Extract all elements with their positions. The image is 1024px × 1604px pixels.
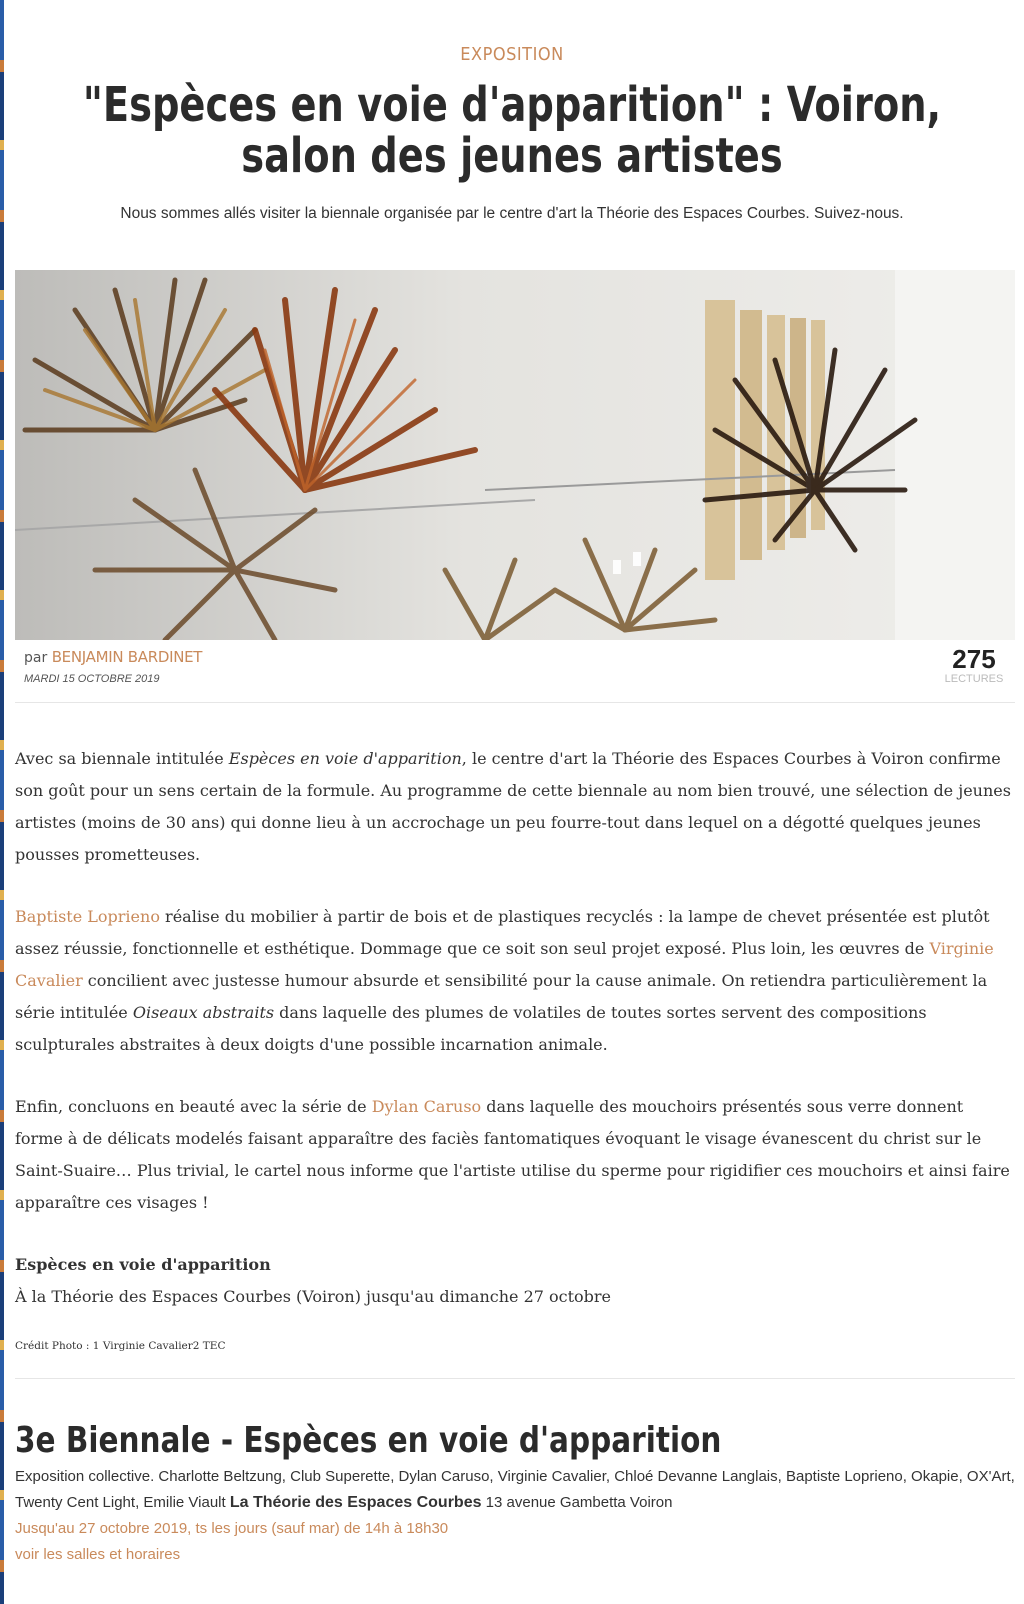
hero-image bbox=[15, 270, 1015, 640]
text-run: , le centre d'art la Théorie des Espaces Courbes à Voiron confirme son goût pour un sens certain de la formule. Au programme de cette biennale au nom bien trouvé, une sélection de jeunes artistes (moins de 30 ans) qui donne lieu à un accrochage un peu fourre-tout dans lequel on a dégotté quelques jeunes pousses prometteuses. bbox=[15, 749, 1011, 864]
text-run: dans laquelle des plumes de volatiles de toutes sortes servent des compositions sculpturales abstraites à deux doigts d'une possible incarnation animale. bbox=[15, 1003, 927, 1054]
photo-credit: Crédit Photo : 1 Virginie Cavalier2 TEC bbox=[15, 1340, 226, 1352]
article-subtitle: Nous sommes allés visiter la biennale organisée par le centre d'art la Théorie des Espaces Courbes. Suivez-nous. bbox=[120, 205, 904, 222]
event-title[interactable]: 3e Biennale - Espèces en voie d'apparition bbox=[15, 1420, 722, 1461]
event-description bbox=[15, 1464, 1015, 1516]
text-run: réalise du mobilier à partir de bois et de plastiques recyclés : la lampe de chevet présentée est plutôt assez réussie, fonctionnelle et esthétique. Dommage que ce soit son seul projet exposé. Plus loin, les œuvres de bbox=[15, 907, 990, 958]
read-counter bbox=[939, 645, 1009, 685]
paragraph bbox=[15, 901, 1015, 1061]
event-address: 13 avenue Gambetta Voiron bbox=[485, 1494, 673, 1511]
category-kicker[interactable]: EXPOSITION bbox=[460, 44, 564, 65]
text-run: dans laquelle des mouchoirs présentés sous verre donnent forme à de délicats modelés faisant apparaître des faciès fantomatiques évoquant le visage évanescent du christ sur le Saint-Suaire… Plus trivial, le cartel nous informe que l'artiste utilise du sperme pour rigidifier ces mouchoirs et ainsi faire apparaître ces visages ! bbox=[15, 1097, 1010, 1212]
info-line: À la Théorie des Espaces Courbes (Voiron) jusqu'au dimanche 27 octobre bbox=[15, 1287, 612, 1306]
divider bbox=[15, 702, 1015, 703]
event-dates: Jusqu'au 27 octobre 2019, ts les jours (sauf mar) de 14h à 18h30 bbox=[15, 1520, 449, 1537]
divider bbox=[15, 1378, 1015, 1379]
text-run: Enfin, concluons en beauté avec la série de bbox=[15, 1097, 372, 1116]
event-hours-link[interactable]: voir les salles et horaires bbox=[15, 1546, 181, 1563]
artist-link-cavalier[interactable]: Virginie Cavalier bbox=[15, 939, 994, 990]
event-box bbox=[15, 1420, 1015, 1568]
feather-sculptures-illustration bbox=[15, 270, 1015, 640]
artist-link-caruso[interactable]: Dylan Caruso bbox=[371, 1097, 482, 1116]
paragraph bbox=[15, 743, 1015, 871]
info-title: Espèces en voie d'apparition bbox=[15, 1255, 271, 1274]
text-run: Avec sa biennale intitulée bbox=[15, 749, 229, 768]
artist-link-loprieno[interactable]: Baptiste Loprieno bbox=[15, 907, 160, 926]
article-title: "Espèces en voie d'apparition" : Voiron, salon des jeunes artistes bbox=[82, 77, 942, 184]
paragraph bbox=[15, 1091, 1015, 1219]
read-count-label: LECTURES bbox=[944, 673, 1004, 685]
publish-date: MARDI 15 OCTOBRE 2019 bbox=[24, 673, 160, 685]
text-emphasis: Oiseaux abstraits bbox=[132, 1003, 275, 1022]
article-title-box bbox=[0, 77, 1024, 190]
byline-prefix: par bbox=[24, 650, 48, 666]
left-edge-strip bbox=[0, 0, 4, 1604]
article-body bbox=[15, 743, 1015, 1353]
event-venue-link[interactable]: La Théorie des Espaces Courbes bbox=[229, 1494, 482, 1511]
text-emphasis: Espèces en voie d'apparition bbox=[228, 749, 462, 768]
event-artists: Exposition collective. Charlotte Beltzung, Club Superette, Dylan Caruso, Virginie Cavalier, Chloé Devanne Langlais, Baptiste Loprieno, Okapie, OX'Art, Twenty Cent Light, Emilie Viault bbox=[15, 1468, 1015, 1511]
byline bbox=[24, 648, 202, 685]
read-count: 275 bbox=[952, 644, 996, 674]
text-run: concilient avec justesse humour absurde et sensibilité pour la cause animale. On retiendra particulièrement la série intitulée bbox=[15, 971, 988, 1022]
author-link[interactable]: BENJAMIN BARDINET bbox=[51, 648, 203, 666]
